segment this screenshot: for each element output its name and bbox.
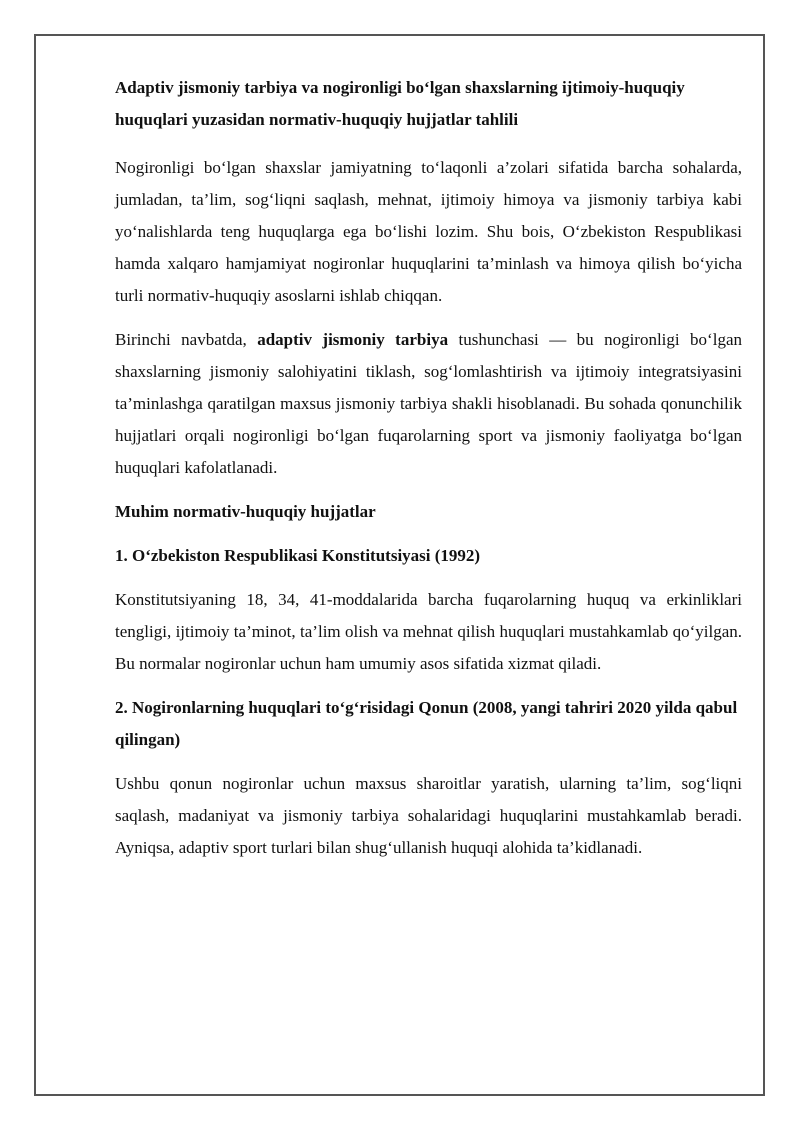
item-1-text: Konstitutsiyaning 18, 34, 41-moddalarida barcha fuqarolarning huquq va erkinliklari tengligi, ijtimoiy ta’minot, ta’lim olish va mehnat qilish huquqlari mustahkamlab qo‘yilgan. Bu normalar nogironlar uchun ham umumiy asos sifatida xizmat qiladi. (115, 590, 742, 673)
section-heading: Muhim normativ-huquqiy hujjatlar (115, 502, 376, 521)
item-1-heading: 1. O‘zbekiston Respublikasi Konstitutsiyasi (1992) (115, 546, 481, 565)
adaptive-pe-paragraph (115, 324, 742, 484)
bold-term: adaptiv jismoniy tarbiya (257, 330, 449, 349)
paragraph-lead: Birinchi navbatda, (115, 330, 258, 349)
intro-paragraph: Nogironligi bo‘lgan shaxslar jamiyatning to‘laqonli a’zolari sifatida barcha sohalarda, jumladan, ta’lim, sog‘liqni saqlash, mehnat, ijtimoiy himoya va jismoniy tarbiya kabi yo‘nalishlarda teng huquqlarga ega bo‘lishi lozim. Shu bois, O‘zbekiston Respublikasi hamda xalqaro hamjamiyat nogironlar huquqlarini ta’minlash va himoya qilish bo‘yicha turli normativ-huquqiy asoslarni ishlab chiqqan. (115, 158, 742, 305)
item-2-text: Ushbu qonun nogironlar uchun maxsus sharoitlar yaratish, ularning ta’lim, sog‘liqni saqlash, madaniyat va jismoniy tarbiya sohalaridagi huquqlarini mustahkamlab beradi. Ayniqsa, adaptiv sport turlari bilan shug‘ullanish huquqi alohida ta’kidlanadi. (115, 774, 742, 857)
document-title: Adaptiv jismoniy tarbiya va nogironligi bo‘lgan shaxslarning ijtimoiy-huquqiy huquqlari yuzasidan normativ-huquqiy hujjatlar tahlili (115, 78, 685, 129)
document-body (115, 72, 742, 876)
paragraph-rest: tushunchasi — bu nogironligi bo‘lgan shaxslarning jismoniy salohiyatini tiklash, sog‘lomlashtirish va ijtimoiy integratsiyasini ta’minlashga qaratilgan maxsus jismoniy tarbiya shakli hisoblanadi. Bu sohada qonunchilik hujjatlari orqali nogironligi bo‘lgan fuqarolarning sport va jismoniy faoliyatga bo‘lgan huquqlari kafolatlanadi. (115, 330, 742, 477)
item-2-heading: 2. Nogironlarning huquqlari to‘g‘risidagi Qonun (2008, yangi tahriri 2020 yilda qabul qilingan) (115, 698, 738, 749)
